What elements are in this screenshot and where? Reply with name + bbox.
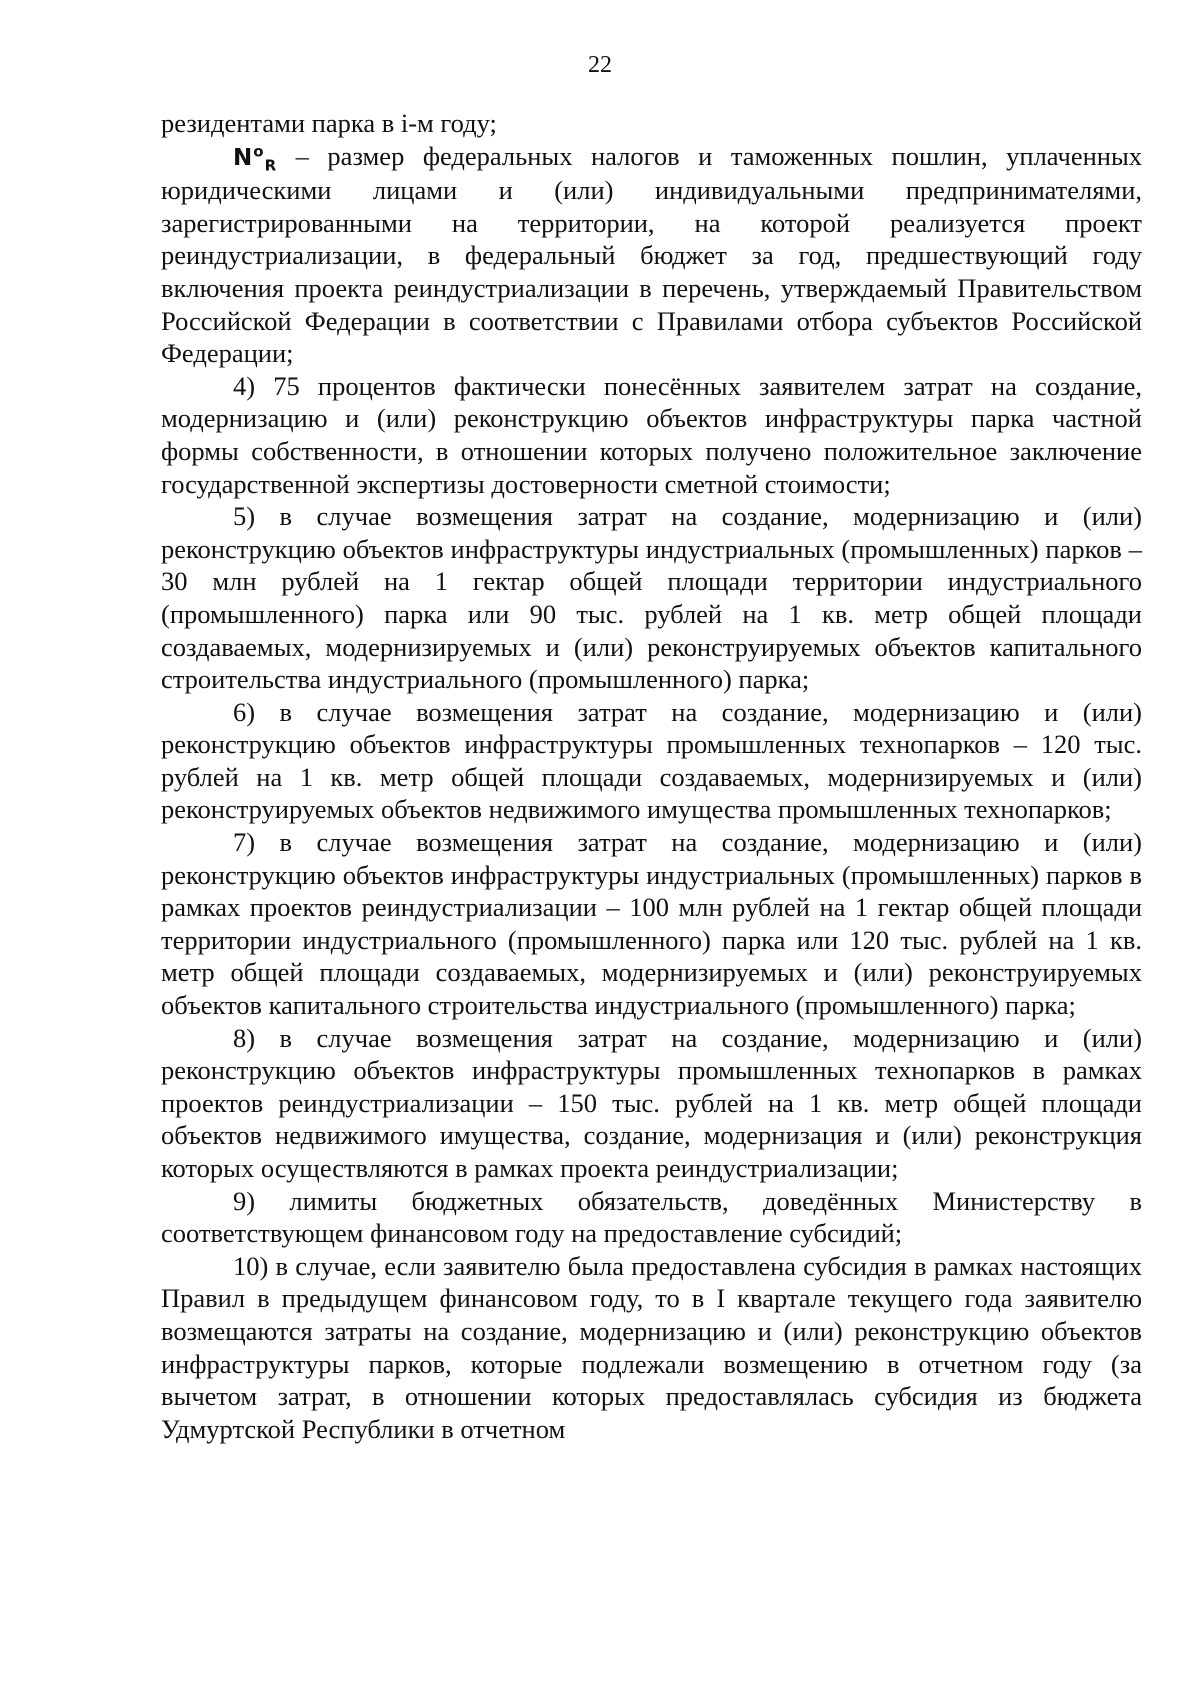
paragraph-continuation: резидентами парка в i-м году; [161, 108, 497, 138]
paragraph-text: – размер федеральных налогов и таможенных пошлин, уплаченных юридическими лицами и (или) индивидуальными предпринимателями, зарегистрированными на территории, на которой реализуется проект реиндустриализации, в федеральный бюджет за год, предшествующий году включения проекта реиндустриализации в перечень, утверждаемый Правительством Российской Федерации в соответствии с Правилами отбора субъектов Российской Федерации; [161, 140, 1142, 369]
document-body [161, 107, 1142, 1445]
paragraph-item-7: 7) в случае возмещения затрат на создание, модернизацию и (или) реконструкцию объектов инфраструктуры индустриальных (промышленных) парков в рамках проектов реиндустриализации – 100 млн рублей на 1 гектар общей площади территории индустриального (промышленного) парка или 120 тыс. рублей на 1 кв. метр общей площади создаваемых, модернизируемых и (или) реконструируемых объектов капитального строительства индустриального (промышленного) парка; [161, 827, 1142, 1021]
paragraph-item-6: 6) в случае возмещения затрат на создание, модернизацию и (или) реконструкцию объектов инфраструктуры промышленных технопарков – 120 тыс. рублей на 1 кв. метр общей площади создаваемых, модернизируемых и (или) реконструируемых объектов недвижимого имущества промышленных технопарков; [161, 696, 1142, 825]
paragraph-item-9: 9) лимиты бюджетных обязательств, доведённых Министерству в соответствующем финансовом году на предоставление субсидий; [161, 1185, 1142, 1249]
formula-symbol: $N^o_R$ [233, 141, 278, 175]
paragraph-item-10: 10) в случае, если заявителю была предоставлена субсидия в рамках настоящих Правил в предыдущем финансовом году, то в I квартале текущего года заявителю возмещаются затраты на создание, модернизацию и (или) реконструкцию объектов инфраструктуры парков, которые подлежали возмещению в отчетном году (за вычетом затрат, в отношении которых предоставлялась субсидия из бюджета Удмуртской Республики в отчетном [161, 1250, 1142, 1444]
paragraph-item-4: 4) 75 процентов фактически понесённых заявителем затрат на создание, модернизацию и (или) реконструкцию объектов инфраструктуры парка частной формы собственности, в отношении которых получено положительное заключение государственной экспертизы достоверности сметной стоимости; [161, 370, 1142, 499]
paragraph-definition-nr [161, 140, 1142, 370]
page-number: 22 [588, 52, 612, 78]
paragraph-item-8: 8) в случае возмещения затрат на создание, модернизацию и (или) реконструкцию объектов инфраструктуры промышленных технопарков в рамках проектов реиндустриализации – 150 тыс. рублей на 1 кв. метр общей площади объектов недвижимого имущества, создание, модернизация и (или) реконструкция которых осуществляются в рамках проекта реиндустриализации; [161, 1022, 1142, 1183]
paragraph-item-5: 5) в случае возмещения затрат на создание, модернизацию и (или) реконструкцию объектов инфраструктуры индустриальных (промышленных) парков – 30 млн рублей на 1 гектар общей площади территории индустриального (промышленного) парка или 90 тыс. рублей на 1 кв. метр общей площади создаваемых, модернизируемых и (или) реконструируемых объектов капитального строительства индустриального (промышленного) парка; [161, 501, 1142, 695]
